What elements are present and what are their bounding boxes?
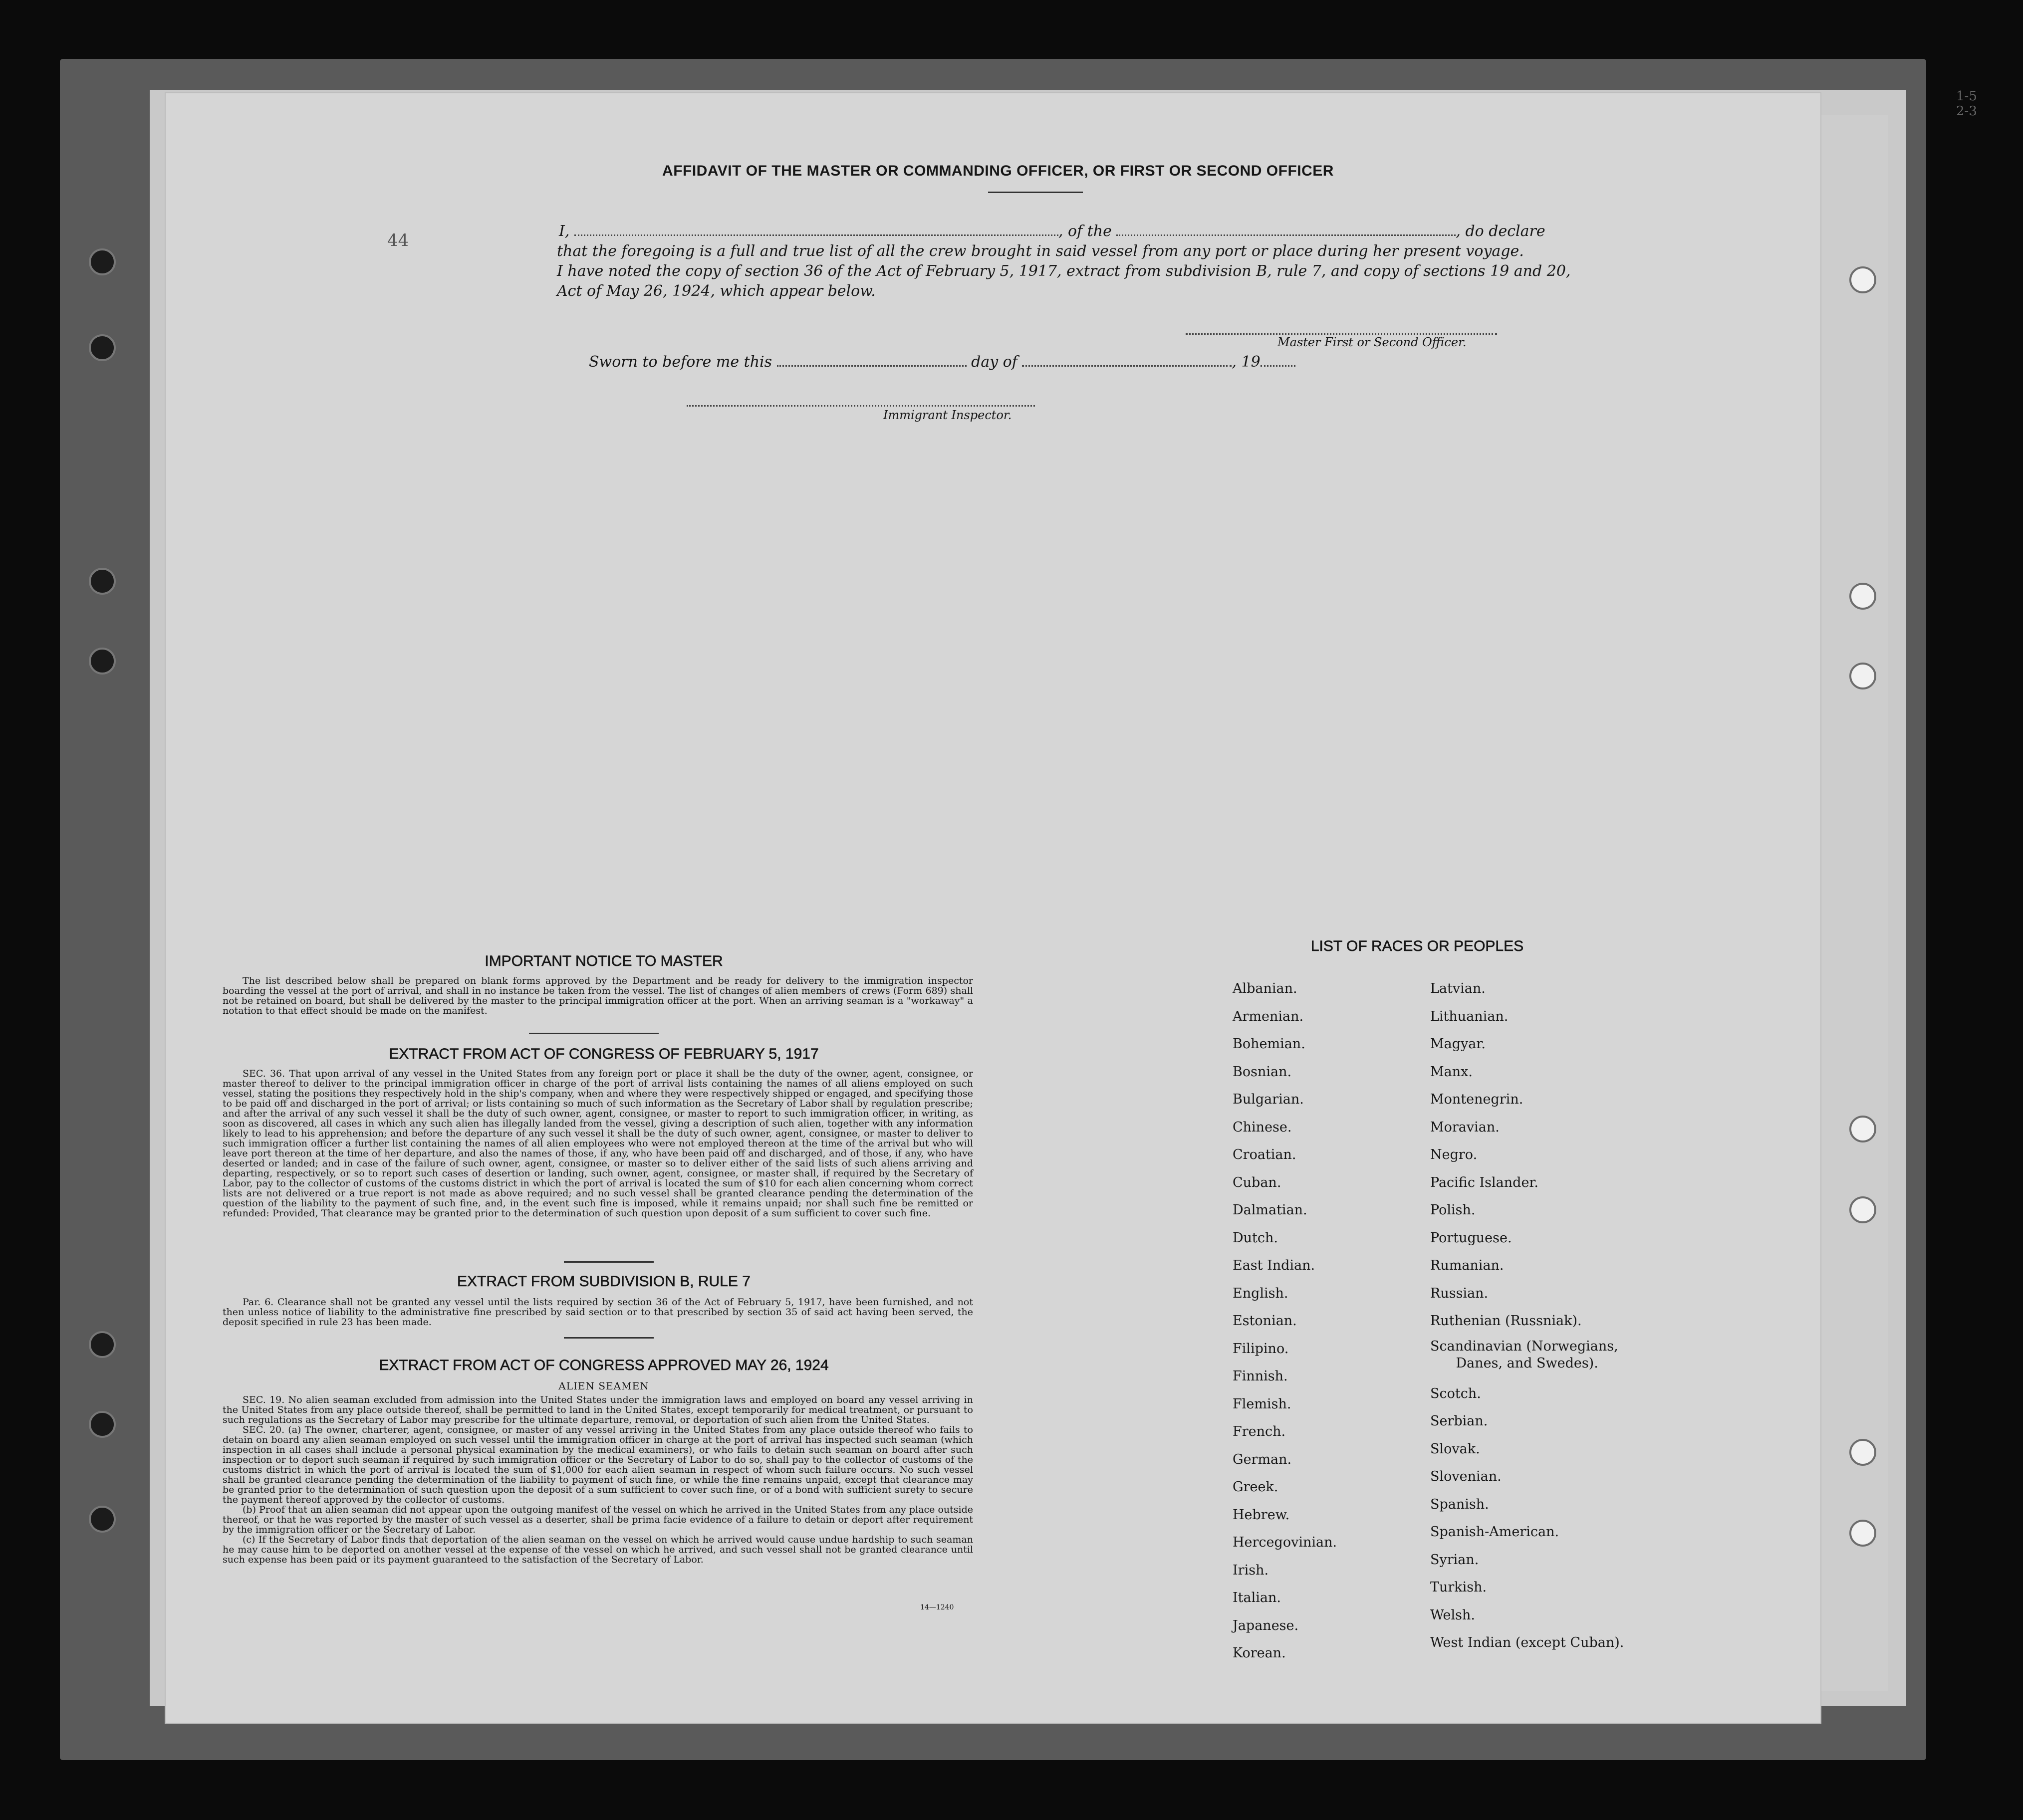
rule7-title: EXTRACT FROM SUBDIVISION B, RULE 7 (457, 1273, 751, 1290)
race-item: Italian. (1233, 1590, 1281, 1605)
binder-hole-left-5 (89, 1331, 116, 1358)
affidavit-line-4: Act of May 26, 1924, which appear below. (557, 282, 876, 300)
extract-1917-rule (564, 1261, 654, 1263)
race-item: Ruthenian (Russniak). (1430, 1313, 1582, 1329)
race-item: Portuguese. (1430, 1230, 1512, 1246)
race-item: German. (1233, 1451, 1292, 1467)
race-item: Estonian. (1233, 1313, 1297, 1329)
race-item: Cuban. (1233, 1174, 1281, 1190)
sec20b-text: (b) Proof that an alien seaman did not appear upon the outgoing manifest of the vessel on which he arrived in the United States from any place outside thereof, or that he was reported by the master of such vessel as a deserter, shall be prima facie evidence of a failure to detain or deport after requirement by the immigration officer or the Secretary of Labor. (223, 1504, 973, 1535)
inspector-label: Immigrant Inspector. (883, 408, 1012, 422)
master-signature-line[interactable] (1186, 333, 1497, 335)
race-item: Polish. (1430, 1202, 1476, 1218)
race-item: Russian. (1430, 1285, 1489, 1301)
binder-hole-left-3 (89, 568, 116, 595)
notice-text: The list described below shall be prepared on blank forms approved by the Department and be ready for delivery to the immigration inspector boarding the vessel at the port of arrival, and shall in no instance be taken from the vessel. The list of changes of alien members of crews (Form 689) shall not be retained on board, but shall be delivered by the master to the principal immigration officer at the port. When an arriving seaman is a "workaway" a notation to that effect should be made on the manifest. (223, 975, 973, 1016)
races-right-column (1430, 975, 1624, 1657)
rule7-text: Par. 6. Clearance shall not be granted any vessel until the lists required by section 36 of the Act of February 5, 1917, have been furnished, and not then unless notice of liability to the administrative fine prescribed by said section or to that prescribed by section 35 of said act having been served, the deposit specified in rule 23 has been made. (223, 1297, 973, 1328)
race-item: Welsh. (1430, 1607, 1475, 1623)
race-item: Serbian. (1430, 1413, 1488, 1429)
race-item: Bosnian. (1233, 1064, 1292, 1080)
binder-hole-left-7 (89, 1506, 116, 1533)
binder-hole-left-1 (89, 248, 116, 275)
do-declare-label: , do declare (1456, 223, 1545, 240)
corner-mark: 1-5 2-3 (1956, 89, 1977, 119)
sworn-day-field[interactable] (777, 365, 967, 367)
sec20c-text: (c) If the Secretary of Labor finds that deportation of the alien seaman on the vessel on which he arrived would cause undue hardship to such seaman he may cause him to be deported on another vessel at the expense of the vessel on which he arrived, and such vessel shall not be granted clearance until such expense has been paid or its payment guaranteed to the satisfaction of the Secretary of Labor. (223, 1534, 973, 1565)
race-item: Armenian. (1233, 1008, 1304, 1024)
form-number: 14—1240 (920, 1603, 954, 1611)
affidavit-title-rule (988, 192, 1083, 193)
race-item: Spanish-American. (1430, 1524, 1559, 1540)
binder-hole-left-4 (89, 648, 116, 675)
races-left-column (1233, 975, 1337, 1667)
binder-hole-right-3 (1849, 663, 1876, 689)
master-name-field[interactable] (574, 234, 1058, 236)
race-item: Negro. (1430, 1147, 1478, 1162)
binder-hole-right-6 (1849, 1439, 1876, 1466)
binder-hole-left-2 (89, 334, 116, 361)
race-item: Montenegrin. (1430, 1092, 1523, 1107)
race-item: Lithuanian. (1430, 1008, 1509, 1024)
race-item: Magyar. (1430, 1036, 1486, 1052)
race-item: Croatian. (1233, 1147, 1296, 1162)
extract-1917-text: SEC. 36. That upon arrival of any vessel in the United States from any foreign port or place it shall be the duty of the owner, agent, consignee, or master thereof to deliver to the principal immigration officer in charge of the port of arrival lists containing the names of all aliens employed on such vessel, stating the positions they respectively hold in the ship's company, when and where they were respectively shipped or engaged, and specifying those to be paid off and discharged in the port of arrival; or lists containing so much of such information as the Secretary of Labor shall by regulation prescribe; and after the arrival of any such vessel it shall be the duty of such owner, agent, consignee, or master to report to such immigration officer, in writing, as soon as discovered, all cases in which any such alien has illegally landed from the vessel, giving a description of such alien, together with any information likely to lead to his apprehension; and before the departure of any such vessel it shall be the duty of such owner, agent, consignee, or master to deliver to such immigration officer a further list containing the names of all alien employees who were not employed thereon at the time of the arrival but who will leave port thereon at the time of her departure, and also the names of those, if any, who have been paid off and discharged, and of those, if any, who have deserted or landed; and in case of the failure of such owner, agent, consignee, or master so to deliver either of the said lists of such aliens arriving and departing, respectively, or so to report such cases of desertion or landing, such owner, agent, consignee, or master shall, if required by the Secretary of Labor, pay to the collector of customs of the customs district in which the port of arrival is located the sum of $10 for each alien concerning whom correct lists are not delivered or a true report is not made as above required; and no such vessel shall be granted clearance pending the determination of the question of the liability to the payment of such fine, and, in the event such fine is imposed, while it remains unpaid; nor shall such fine be remitted or refunded: Provided, That clearance may be granted prior to the determination of such question upon deposit of a sum sufficient to cover such fine. (223, 1068, 973, 1219)
race-item: Albanian. (1233, 981, 1297, 996)
race-item: English. (1233, 1285, 1288, 1301)
race-item: Dutch. (1233, 1230, 1278, 1246)
race-item: West Indian (except Cuban). (1430, 1635, 1624, 1650)
race-item: Slovenian. (1430, 1469, 1502, 1484)
rule7-rule (564, 1337, 654, 1339)
affidavit-line-3: I have noted the copy of section 36 of the Act of February 5, 1917, extract from subdivision B, rule 7, and copy of sections 19 and 20, (557, 262, 1571, 280)
race-item: Japanese. (1233, 1617, 1299, 1633)
sworn-line (589, 353, 1387, 371)
sworn-label: Sworn to before me this (589, 353, 772, 371)
race-item: Bohemian. (1233, 1036, 1305, 1052)
race-item: Bulgarian. (1233, 1092, 1304, 1107)
sworn-year-field[interactable] (1261, 365, 1295, 367)
sec20a-text: SEC. 20. (a) The owner, charterer, agent, consignee, or master of any vessel arriving in the United States from any place outside thereof who fails to detain on board any alien seaman employed on such vessel until the immigration officer in charge at the port of arrival has inspected such seaman (which inspection in all cases shall include a personal physical examination by the medical examiners), or who fails to detain such seaman on board after such inspection or to deport such seaman if required by such immigration officer or the Secretary of Labor to do so, shall pay to the collector of customs of the customs district in which the port of arrival is located the sum of $1,000 for each alien seaman in respect of whom such failure occurs. No such vessel shall be granted clearance pending the determination of the liability to payment of such fine, or while the fine remains unpaid, except that clearance may be granted prior to the determination of such question upon the deposit of a sum sufficient to cover such fine, or of a bond with sufficient surety to secure the payment thereof approved by the collector of customs. (223, 1424, 973, 1505)
affidavit-title: AFFIDAVIT OF THE MASTER OR COMMANDING OFFICER, OR FIRST OR SECOND OFFICER (662, 163, 1334, 179)
race-item: Flemish. (1233, 1396, 1291, 1412)
race-item: Chinese. (1233, 1119, 1292, 1135)
binder-hole-right-1 (1849, 266, 1876, 293)
sec19-text: SEC. 19. No alien seaman excluded from admission into the United States under the immigration laws and employed on board any vessel arriving in the United States from any place outside thereof, shall be permitted to land in the United States, except temporarily for medical treatment, or pursuant to such regulations as the Secretary of Labor may prescribe for the ultimate departure, removal, or deportation of such alien from the United States. (223, 1394, 973, 1425)
year-label: , 19 (1232, 353, 1261, 371)
of-the-label: , of the (1058, 223, 1112, 240)
race-item: Scandinavian (Norwegians, Danes, and Swedes). (1430, 1338, 1618, 1371)
race-item: Hebrew. (1233, 1507, 1290, 1523)
race-item: Finnish. (1233, 1368, 1288, 1384)
notice-title: IMPORTANT NOTICE TO MASTER (485, 953, 723, 969)
inspector-signature-line[interactable] (687, 405, 1035, 407)
race-item: Dalmatian. (1233, 1202, 1307, 1218)
race-item: Manx. (1430, 1064, 1473, 1080)
race-item: Greek. (1233, 1479, 1278, 1495)
race-item: Latvian. (1430, 981, 1486, 996)
pencil-number: 44 (387, 230, 409, 250)
race-item: Irish. (1233, 1562, 1269, 1578)
affidavit-line-1 (559, 223, 1545, 240)
race-item: Moravian. (1430, 1119, 1500, 1135)
binder-hole-right-7 (1849, 1520, 1876, 1547)
race-item: Scotch. (1430, 1385, 1481, 1401)
binder-hole-left-6 (89, 1411, 116, 1438)
affidavit-line-2: that the foregoing is a full and true list of all the crew brought in said vessel from any port or place during her present voyage. (557, 242, 1524, 260)
i-label: I, (559, 223, 570, 240)
master-signature-label: Master First or Second Officer. (1277, 335, 1467, 349)
race-item: Pacific Islander. (1430, 1174, 1538, 1190)
binder-hole-right-4 (1849, 1116, 1876, 1142)
race-item: French. (1233, 1424, 1286, 1439)
binder-hole-right-2 (1849, 583, 1876, 610)
extract-1917-title: EXTRACT FROM ACT OF CONGRESS OF FEBRUARY 5, 1917 (389, 1046, 819, 1062)
sworn-month-field[interactable] (1022, 365, 1232, 367)
races-title: LIST OF RACES OR PEOPLES (1310, 938, 1524, 954)
race-item: Spanish. (1430, 1496, 1489, 1512)
race-item: Slovak. (1430, 1441, 1480, 1457)
race-item: Filipino. (1233, 1341, 1289, 1357)
binder-hole-right-5 (1849, 1196, 1876, 1223)
notice-rule (529, 1033, 659, 1034)
race-item: Rumanian. (1430, 1258, 1504, 1273)
race-item: Turkish. (1430, 1580, 1487, 1595)
vessel-name-field[interactable] (1116, 234, 1456, 236)
race-item: Korean. (1233, 1645, 1286, 1661)
race-item: Syrian. (1430, 1552, 1479, 1568)
extract-1924-body (223, 1395, 973, 1565)
extract-1924-subtitle: ALIEN SEAMEN (558, 1380, 649, 1392)
race-item: Hercegovinian. (1233, 1535, 1337, 1550)
race-item: East Indian. (1233, 1258, 1315, 1273)
day-of-label: day of (971, 353, 1017, 371)
extract-1924-title: EXTRACT FROM ACT OF CONGRESS APPROVED MAY 26, 1924 (379, 1357, 829, 1373)
